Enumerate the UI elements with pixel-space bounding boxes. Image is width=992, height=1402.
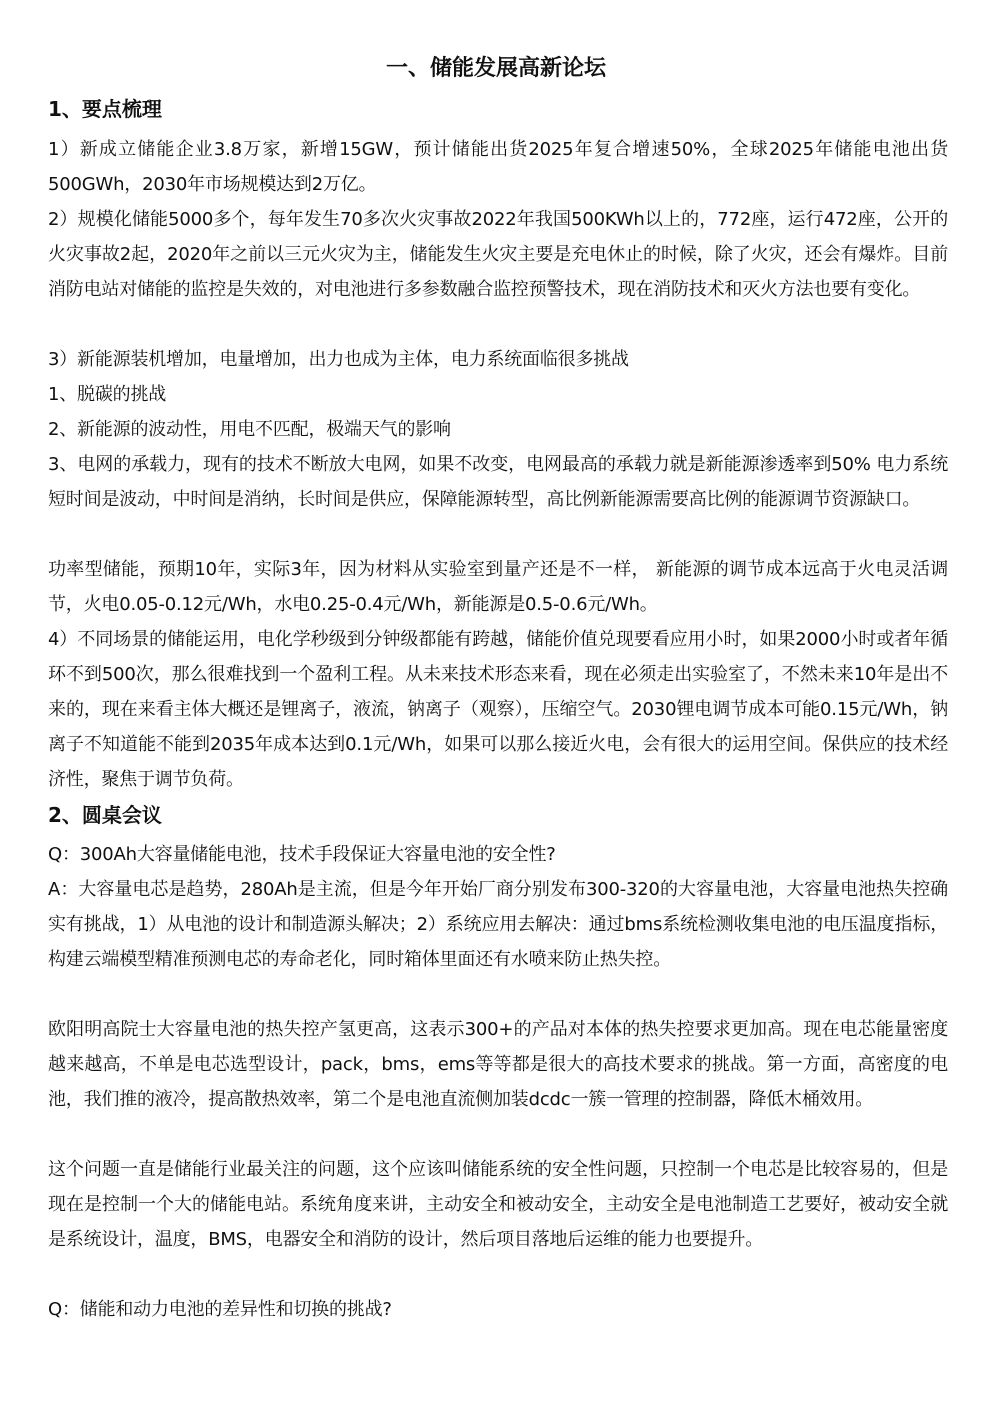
paragraph: Q：储能和动力电池的差异性和切换的挑战? [48,1299,392,1320]
paragraph: 功率型储能，预期10年，实际3年，因为材料从实验室到量产还是不一样， 新能源的调节成本远高于火电灵活调节，火电0.05-0.12元/Wh，水电0.25-0.4元/Wh，新能源是0.5-0.6元/Wh。 [48,559,948,615]
section-heading-key-points: 1、要点梳理 [48,97,162,121]
paragraph: 1）新成立储能企业3.8万家，新增15GW，预计储能出货2025年复合增速50%，全球2025年储能电池出货500GWh，2030年市场规模达到2万亿。 [48,139,948,195]
page-title: 一、储能发展高新论坛 [385,56,606,81]
paragraph: 2、新能源的波动性，用电不匹配，极端天气的影响 [48,419,451,440]
paragraph: 2）规模化储能5000多个，每年发生70多次火灾事故2022年我国500KWh以上的，772座，运行472座，公开的火灾事故2起，2020年之前以三元火灾为主，储能发生火灾主要是充电休止的时候，除了火灾，还会有爆炸。目前消防电站对储能的监控是失效的，对电池进行多参数融合监控预警技术，现在消防技术和灭火方法也要有变化。 [48,209,948,300]
paragraph: 欧阳明高院士大容量电池的热失控产氢更高，这表示300+的产品对本体的热失控要求更加高。现在电芯能量密度越来越高，不单是电芯选型设计，pack，bms，ems等等都是很大的高技术要求的挑战。第一方面，高密度的电池，我们推的液冷，提高散热效率，第二个是电池直流侧加装dcdc一簇一管理的控制器，降低木桶效用。 [48,1019,948,1110]
paragraph: A：大容量电芯是趋势，280Ah是主流，但是今年开始厂商分别发布300-320的大容量电池，大容量电池热失控确实有挑战，1）从电池的设计和制造源头解决；2）系统应用去解决：通过bms系统检测收集电池的电压温度指标，构建云端模型精准预测电芯的寿命老化，同时箱体里面还有水喷来防止热失控。 [48,879,948,970]
paragraph: 4）不同场景的储能运用，电化学秒级到分钟级都能有跨越，储能价值兑现要看应用小时，如果2000小时或者年循环不到500次，那么很难找到一个盈利工程。从未来技术形态来看，现在必须走出实验室了，不然未来10年是出不来的，现在来看主体大概还是锂离子，液流，钠离子（观察），压缩空气。2030锂电调节成本可能0.15元/Wh，钠离子不知道能不能到2035年成本达到0.1元/Wh，如果可以那么接近火电，会有很大的运用空间。保供应的技术经济性，聚焦于调节负荷。 [48,629,948,790]
section-heading-roundtable: 2、圆桌会议 [48,803,162,827]
paragraph: 3）新能源装机增加，电量增加，出力也成为主体，电力系统面临很多挑战 [48,349,629,370]
paragraph: 1、脱碳的挑战 [48,384,167,405]
paragraph: 3、电网的承载力，现有的技术不断放大电网，如果不改变，电网最高的承载力就是新能源渗透率到50% 电力系统短时间是波动，中时间是消纳，长时间是供应，保障能源转型，高比例新能源需要高比例的能源调节资源缺口。 [48,454,948,510]
paragraph: 这个问题一直是储能行业最关注的问题，这个应该叫储能系统的安全性问题，只控制一个电芯是比较容易的，但是现在是控制一个大的储能电站。系统角度来讲，主动安全和被动安全，主动安全是电池制造工艺要好，被动安全就是系统设计，温度，BMS，电器安全和消防的设计，然后项目落地后运维的能力也要提升。 [48,1159,948,1250]
paragraph: Q：300Ah大容量储能电池，技术手段保证大容量电池的安全性? [48,844,556,865]
